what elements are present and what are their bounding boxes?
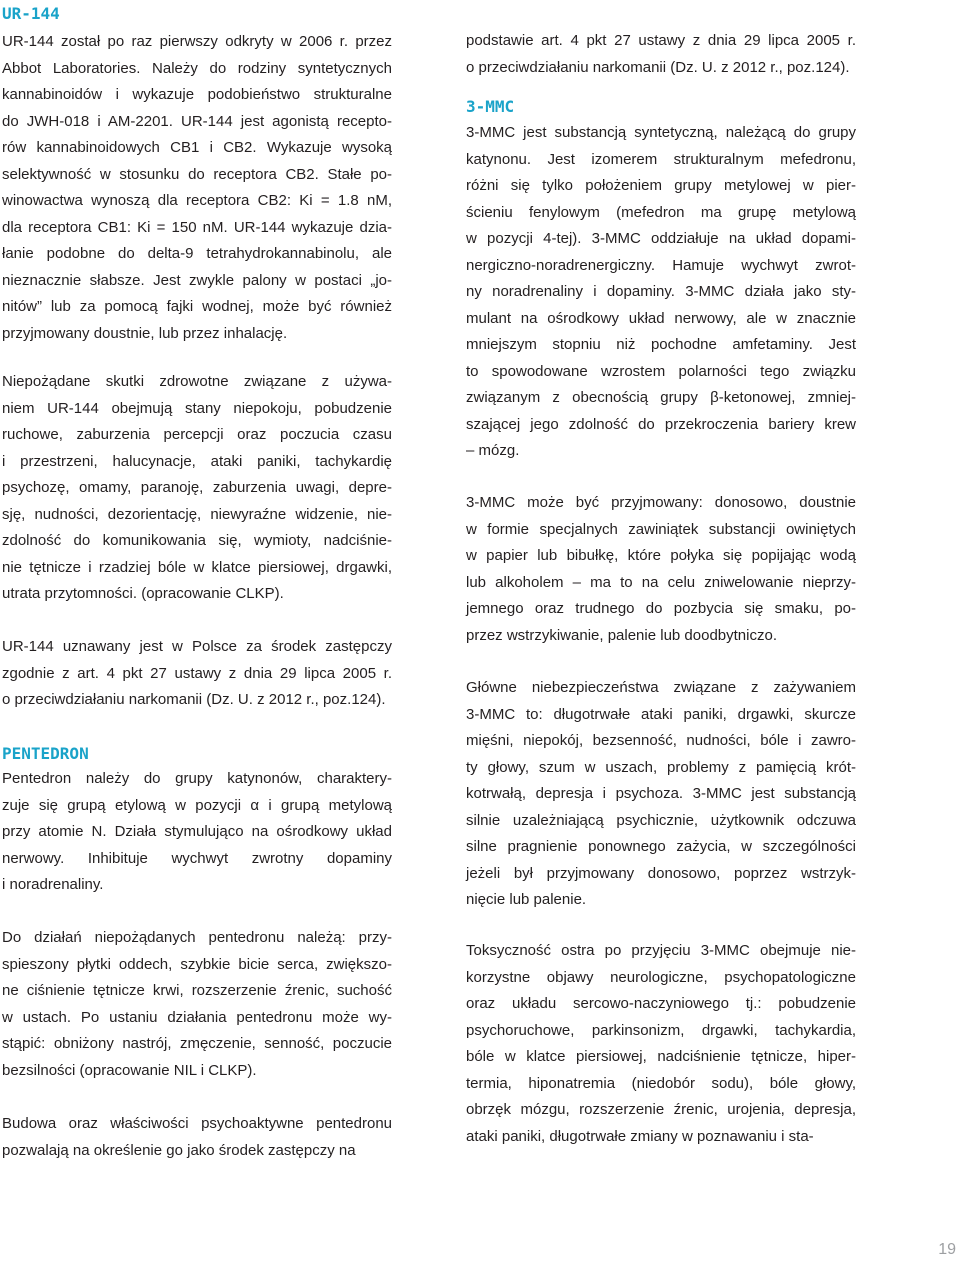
text-line: psychozę, omamy, paranoję, zaburzenia uwagi, depre-: [2, 479, 392, 496]
legal-continuation-paragraph: [466, 28, 856, 81]
text-line: – mózg.: [466, 442, 520, 459]
text-line: winowactwa wynoszą dla receptora CB2: Ki = 1.8 nM,: [2, 192, 392, 209]
text-line: nergiczno-noradrenergiczny. Hamuje wychwyt zwrot-: [466, 256, 856, 274]
text-line: psychoruchowe, parkinsonizm, drgawki, tachykardia,: [466, 1021, 856, 1039]
mmc-paragraph-administration: [466, 490, 856, 649]
text-line: jemnego oraz trudnego do pozbycia się smaku, po-: [466, 600, 856, 617]
mmc-paragraph-dangers: [466, 675, 856, 914]
text-line: nie tętnicze i rzadziej bóle w klatce piersiowej, drgawki,: [2, 558, 392, 576]
text-line: UR-144 został po raz pierwszy odkryty w 2006 r. przez: [2, 33, 392, 50]
text-line: przy atomie N. Działa stymulująco na ośrodkowy układ: [2, 823, 392, 840]
text-line: kotrwałą, depresja i psychoza. 3-MMC jest substancją: [466, 785, 856, 802]
text-line: stąpić: obniżony nastrój, zmęczenie, senność, poczucie: [2, 1035, 392, 1052]
text-line: ścieniu fenylowym (mefedron ma grupę metylową: [466, 203, 856, 221]
text-line: UR-144 uznawany jest w Polsce za środek zastępczy: [2, 638, 392, 655]
text-line: selektywność w stosunku do receptora CB2. Stałe po-: [2, 165, 392, 183]
mmc-heading: 3-MMC: [466, 97, 515, 116]
text-line: ataki paniki, długotrwałe zmiany w poznawaniu i sta-: [466, 1127, 814, 1145]
pentedron-paragraph-intro: [2, 766, 392, 899]
text-line: lub alkoholem – ma to na celu zniwelowanie nieprzy-: [466, 573, 856, 591]
text-line: Do działań niepożądanych pentedronu należą: przy-: [2, 929, 392, 946]
text-line: silnie uzależniającą psychicznie, użytkownik odczuwa: [466, 811, 856, 829]
text-line: mulant na ośrodkowy układ nerwowy, ale w znacznie: [466, 309, 856, 327]
mmc-paragraph-toxicity: [466, 938, 856, 1150]
text-line: jeżeli był przyjmowany donosowo, poprzez wstrzyk-: [466, 864, 856, 882]
text-line: utrata przytomności. (opracowanie CLKP).: [2, 585, 284, 602]
text-line: silne pragnienie ponownego zażycia, w szczególności: [466, 838, 856, 855]
text-line: rów kannabinoidowych CB1 i CB2. Wykazuje wysoką: [2, 139, 392, 156]
text-line: ruchowe, zaburzenia percepcji oraz poczucia czasu: [2, 426, 392, 443]
text-line: kannabinoidów i wykazuje podobieństwo strukturalne: [2, 86, 392, 103]
ur144-paragraph-legal-status: [2, 634, 392, 714]
pentedron-paragraph-side-effects: [2, 925, 392, 1084]
text-line: szającej jego zdolność do przekroczenia bariery krew: [466, 415, 856, 433]
text-line: 3-MMC może być przyjmowany: donosowo, doustnie: [466, 494, 856, 511]
text-line: nerwowy. Inhibituje wychwyt zwrotny dopaminy: [2, 849, 392, 867]
ur144-paragraph-side-effects: [2, 369, 392, 608]
text-line: korzystne objawy neurologiczne, psychopatologiczne: [466, 968, 856, 986]
text-line: mniejszym stopniu niż pochodne amfetaminy. Jest: [466, 336, 856, 353]
text-line: ny noradrenaliny i dopaminy. 3-MMC działa jako sty-: [466, 283, 856, 300]
text-line: do JWH-018 i AM-2201. UR-144 jest agonistą recepto-: [2, 112, 392, 130]
text-line: ne ciśnienie tętnicze krwi, rozszerzenie źrenic, suchość: [2, 982, 392, 999]
text-line: w ustach. Po ustaniu działania pentedronu może wy-: [2, 1008, 392, 1026]
pentedron-heading: PENTEDRON: [2, 744, 89, 763]
text-line: mięśni, niepokój, bezsenność, nudności, bóle i zawro-: [466, 732, 856, 749]
text-line: to spowodowane wzrostem polarności tego związku: [466, 362, 856, 380]
text-line: w formie specjalnych zawiniątek substancji owiniętych: [466, 520, 856, 538]
page-number: 19: [938, 1241, 956, 1258]
text-line: termia, hiponatremia (niedobór sodu), bóle głowy,: [466, 1074, 856, 1092]
text-line: Niepożądane skutki zdrowotne związane z używa-: [2, 373, 392, 390]
text-line: podstawie art. 4 pkt 27 ustawy z dnia 29 lipca 2005 r.: [466, 32, 856, 49]
ur144-paragraph-intro: [2, 29, 392, 347]
ur144-heading: UR-144: [2, 4, 60, 23]
text-line: ty głowy, szum w uszach, problemy z pamięcią krót-: [466, 758, 856, 776]
text-line: bezsilności (opracowanie NIL i CLKP).: [2, 1061, 257, 1079]
text-line: obrzęk mózgu, rozszerzenie źrenic, urojenia, depresja,: [466, 1101, 856, 1118]
text-line: oraz układu sercowo-naczyniowego tj.: pobudzenie: [466, 995, 856, 1012]
text-line: zuje się grupą etylową w pozycji α i grupą metylową: [2, 796, 392, 814]
text-line: 3-MMC jest substancją syntetyczną, należącą do grupy: [466, 124, 856, 141]
text-line: pozwalają na określenie go jako środek zastępczy na: [2, 1141, 356, 1159]
text-line: nitów” lub za pomocą fajki wodnej, może być również: [2, 298, 392, 315]
text-line: katynonu. Jest izomerem strukturalnym mefedronu,: [466, 150, 856, 168]
text-line: nięcie lub palenie.: [466, 891, 587, 908]
text-line: sję, nudności, dezorientację, niewyraźne widzenie, nie-: [2, 505, 392, 523]
text-line: Pentedron należy do grupy katynonów, charaktery-: [2, 770, 392, 787]
text-line: przyjmowany doustnie, lub przez inhalację.: [2, 324, 288, 342]
text-line: związanym z obecnością grupy β-ketonowej, zmniej-: [466, 389, 856, 406]
text-line: 3-MMC to: długotrwałe ataki paniki, drgawki, skurcze: [466, 705, 856, 723]
text-line: różni się tylko położeniem grupy metylowej w pier-: [466, 177, 856, 194]
text-line: o przeciwdziałaniu narkomanii (Dz. U. z 2012 r., poz.124).: [2, 691, 386, 708]
text-line: łanie podobne do delta-9 tetrahydrokannabinolu, ale: [2, 245, 392, 262]
text-line: zdolność do komunikowania się, wymioty, nadciśnie-: [2, 532, 392, 549]
text-line: w papier lub bibułkę, które połyka się popijając wodą: [466, 547, 856, 564]
text-line: o przeciwdziałaniu narkomanii (Dz. U. z 2012 r., poz.124).: [466, 58, 850, 76]
text-line: bóle w klatce piersiowej, nadciśnienie tętnicze, hiper-: [466, 1048, 856, 1065]
text-line: i noradrenaliny.: [2, 876, 104, 893]
text-line: nieznacznie słabsze. Jest zwykle palony w postaci „jo-: [2, 271, 392, 289]
text-line: Główne niebezpieczeństwa związane z zażywaniem: [466, 679, 856, 696]
pentedron-paragraph-legal: [2, 1111, 392, 1164]
text-line: Abbot Laboratories. Należy do rodziny syntetycznych: [2, 59, 392, 77]
text-line: przez wstrzykiwanie, palenie lub doodbytniczo.: [466, 626, 777, 644]
text-line: zgodnie z art. 4 pkt 27 ustawy z dnia 29 lipca 2005 r.: [2, 664, 392, 682]
text-line: spieszony płytki oddech, szybkie bicie serca, zwiększo-: [2, 955, 392, 973]
text-line: Budowa oraz właściwości psychoaktywne pentedronu: [2, 1115, 392, 1132]
text-line: niem UR-144 obejmują stany niepokoju, pobudzenie: [2, 399, 392, 417]
text-line: w pozycji 4-tej). 3-MMC oddziałuje na układ dopami-: [466, 230, 856, 247]
text-line: dla receptora CB1: Ki = 150 nM. UR-144 wykazuje dzia-: [2, 218, 392, 236]
mmc-paragraph-intro: [466, 120, 856, 465]
text-line: Toksyczność ostra po przyjęciu 3-MMC obejmuje nie-: [466, 942, 856, 959]
text-line: i przestrzeni, halucynacje, ataki paniki, tachykardię: [2, 452, 392, 470]
